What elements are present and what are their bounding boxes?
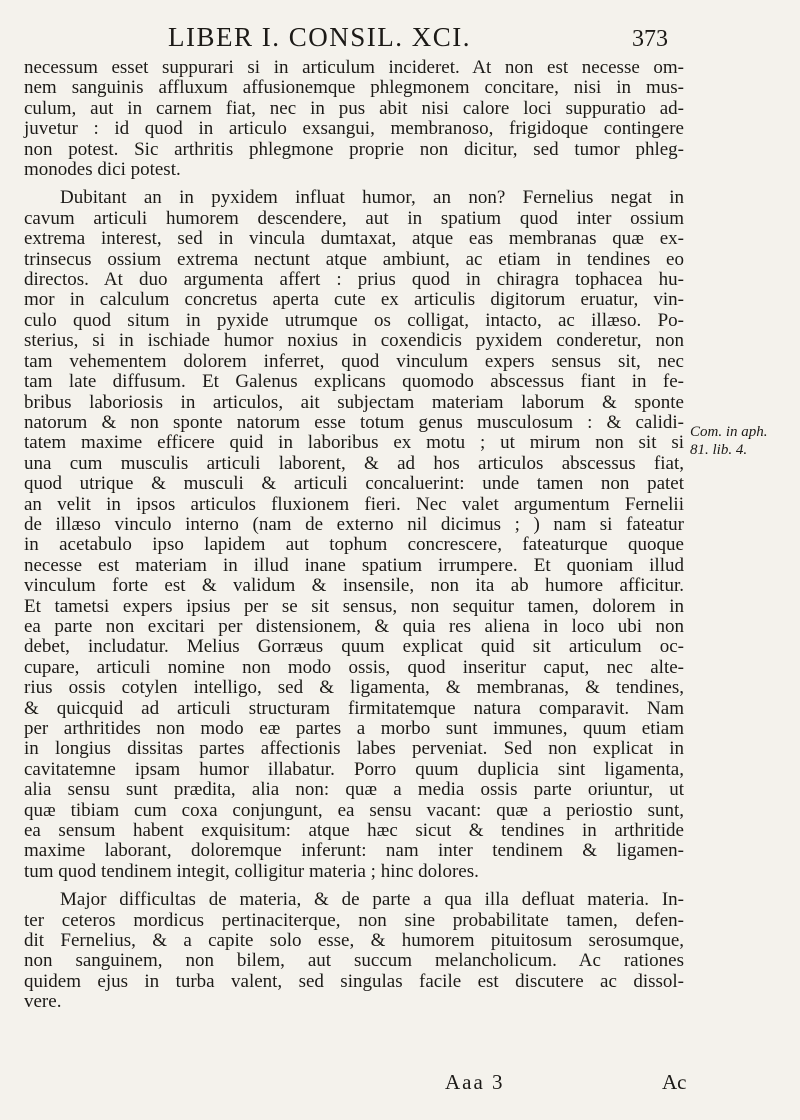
text-line: directos. At duo argumenta affert : prius quod in chiragra tophacea hu- (24, 269, 684, 291)
text-line: quæ tibiam cum coxa conjungunt, ea sensu vacant: quæ a periostio sunt, (24, 799, 684, 821)
text-line: quidem ejus in turba valent, sed singulas facile est discutere ac dissol- (24, 970, 684, 992)
running-head: LIBER I. CONSIL. XCI. (168, 22, 471, 52)
text-line: juvetur : id quod in articulo exsangui, membranoso, frigidoque contingere (24, 118, 684, 140)
text-line: extrema interest, sed in vincula dumtaxat, atque eas membranas quæ ex- (24, 228, 684, 250)
text-line: nem sanguinis affluxum affusionemque phlegmonem concitare, nisi in mus- (24, 77, 684, 99)
text-line: vinculum forte est & validum & insensile, non ita ab humore afficitur. (24, 575, 684, 597)
text-line: culum, aut in carnem fiat, nec in pus abit nisi calore loci suppuratio ad- (24, 97, 684, 119)
text-line: cavum articuli humorem descendere, aut in spatium quod inter ossium (24, 207, 684, 229)
page-header (0, 16, 800, 60)
page-footer (0, 1070, 800, 1100)
text-line: in acetabulo ipso lapidem aut tophum concrescere, fateaturque quoque (24, 534, 684, 556)
text-line: tum quod tendinem integit, colligitur materia ; hinc dolores. (24, 860, 479, 882)
text-line: cupare, articuli nomine non modo ossis, quod inseritur caput, nec alte- (24, 656, 684, 678)
text-line: an velit in ipsos articulos fluxionem fieri. Nec valet argumentum Fernelii (24, 493, 684, 515)
paragraph (24, 58, 684, 180)
paragraph (24, 890, 684, 1012)
text-line: tam late diffusum. Et Galenus explicans quomodo abscessus fiant in fe- (24, 371, 684, 393)
text-line: tam vehementem dolorem inferret, quod vinculum expers sensus sit, nec (24, 350, 684, 372)
body-text (24, 58, 684, 1013)
text-line: una cum musculis articuli laborent, & ad hos articulos abscessus fiat, (24, 452, 684, 474)
text-line: non potest. Sic arthritis phlegmone proprie non dicitur, sed tumor phleg- (24, 138, 684, 160)
catchword: Ac (662, 1070, 687, 1094)
text-line: per arthritides non modo eæ partes a morbo sunt immunes, quum etiam (24, 718, 684, 739)
text-line: sterius, si in ischiade humor noxius in coxendicis pyxidem conderetur, non (24, 330, 684, 352)
text-line: Dubitant an in pyxidem influat humor, an non? Fernelius negat in (60, 187, 684, 209)
page-number: 373 (632, 26, 668, 52)
text-line: culo quod situm in pyxide utrumque os colligat, intacto, ac illæso. Po- (24, 309, 684, 331)
text-line: & quicquid ad articuli structuram firmitatemque natura comparavit. Nam (24, 697, 684, 719)
text-line: mor in calculum concretus aperta cute ex articulis digitorum eruatur, vin- (24, 289, 684, 311)
text-line: debet, includatur. Melius Gorræus quum explicat quid sit articulum oc- (24, 636, 684, 658)
text-line: Et tametsi expers ipsius per se sit sensus, non sequitur tamen, dolorem in (24, 595, 684, 617)
text-line: Major difficultas de materia, & de parte a qua illa defluat materia. In- (60, 889, 684, 911)
text-line: cavitatemne ipsam humor illabatur. Porro quum duplicia sint ligamenta, (24, 758, 684, 780)
text-line: necesse est materiam in illud inane spatium irrumpere. Et quoniam illud (24, 554, 684, 576)
text-line: quod utrique & musculi & articuli concaluerint: unde tamen non patet (24, 473, 684, 495)
text-line: bribus laboriosis in articulos, ait subjectam materiam laborum & sponte (24, 391, 684, 413)
text-line: alia sensu sunt prædita, alia non: quæ a media ossis parte oriuntur, ut (24, 779, 684, 801)
text-line: rius ossis cotylen intelligo, sed & ligamenta, & membranas, & tendines, (24, 677, 684, 699)
text-line: ea parte non excitari per distensionem, & quia res aliena in loco ubi non (24, 615, 684, 637)
paragraph (24, 188, 684, 882)
signature-mark: Aaa 3 (445, 1070, 505, 1094)
text-line: necessum esset suppurari si in articulum incideret. At non est necesse om- (24, 57, 684, 78)
text-line: non sanguinem, non bilem, aut succum melancholicum. Ac rationes (24, 950, 684, 972)
text-line: ter ceteros mordicus pertinaciterque, non sine probabilitate tamen, defen- (24, 909, 684, 931)
text-line: monodes dici potest. (24, 159, 181, 181)
margin-note-line: Com. in aph. (690, 424, 768, 440)
margin-note (690, 423, 800, 459)
text-line: in longius dissitas partes affectionis labes perveniat. Sed non explicat in (24, 738, 684, 760)
text-line: trinsecus ossium extrema nectunt atque ambiunt, ac etiam in tendines eo (24, 248, 684, 270)
text-line: de illæso vinculo interno (nam de externo nil dicimus ; ) nam si fateatur (24, 513, 684, 535)
text-line: ea sensum habent exquisitum: atque hæc sicut & tendines in arthritide (24, 820, 684, 842)
text-line: vere. (24, 991, 62, 1013)
text-line: tatem maxime efficere quid in laboribus ex motu ; ut mirum non sit si (24, 432, 684, 454)
text-line: maxime laborant, doloremque inferunt: nam inter tendinem & ligamen- (24, 840, 684, 862)
text-line: dit Fernelius, & a capite solo esse, & humorem pituitosum serosumque, (24, 930, 684, 952)
margin-note-line: 81. lib. 4. (690, 442, 748, 458)
text-line: natorum & non sponte natorum esse totum genus musculosum : & calidi- (24, 411, 684, 433)
